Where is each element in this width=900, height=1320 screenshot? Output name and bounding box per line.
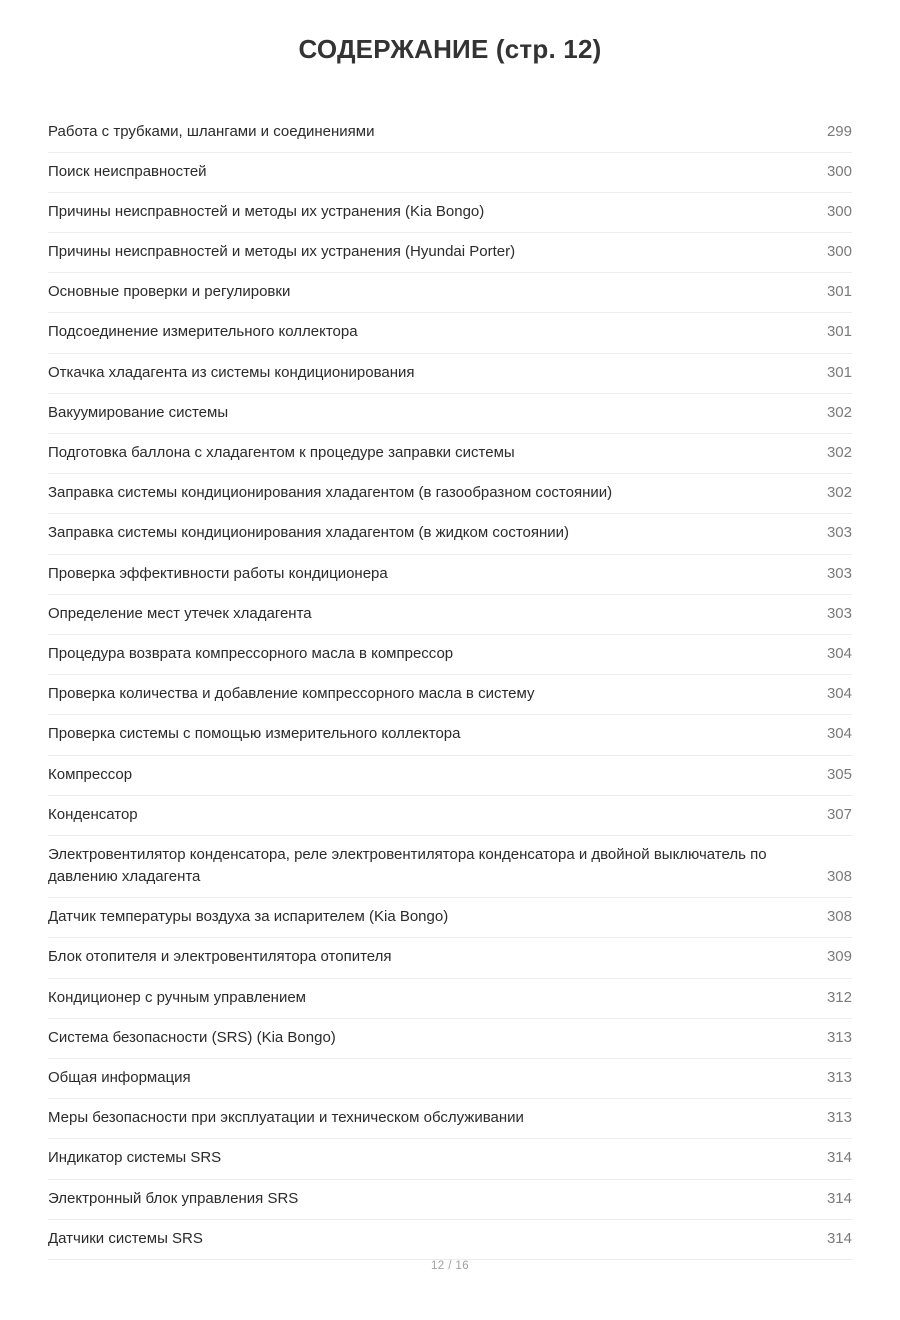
- toc-entry-title[interactable]: Общая информация: [48, 1069, 191, 1086]
- toc-entry-title[interactable]: Основные проверки и регулировки: [48, 283, 291, 301]
- toc-entry-title[interactable]: Система безопасности (SRS) (Kia Bongo): [48, 1028, 336, 1046]
- toc-row[interactable]: [48, 152, 852, 192]
- toc-entry-title[interactable]: Заправка системы кондиционирования хладагентом (в жидком состоянии): [48, 524, 570, 542]
- toc-row[interactable]: [48, 434, 852, 474]
- toc-entry-page-number: 313: [826, 1028, 852, 1046]
- toc-entry-page-number: 313: [826, 1109, 852, 1127]
- toc-entry-title[interactable]: Работа с трубками, шлангами и соединениями: [48, 122, 375, 140]
- toc-row[interactable]: [48, 898, 852, 938]
- toc-row[interactable]: [48, 514, 852, 554]
- toc-entry-title[interactable]: Откачка хладагента из системы кондиционирования: [48, 363, 415, 381]
- toc-row[interactable]: [48, 1018, 852, 1058]
- toc-row[interactable]: [48, 1099, 852, 1139]
- toc-row[interactable]: [48, 755, 852, 795]
- toc-row[interactable]: [48, 1059, 852, 1099]
- toc-entry-page-number: 313: [826, 1069, 852, 1086]
- toc-entry-page-number: 303: [826, 604, 852, 622]
- toc-entry-page-number: 304: [826, 685, 852, 703]
- page-footer: 12 / 16: [431, 1259, 469, 1272]
- toc-entry-page-number: 301: [826, 283, 852, 301]
- toc-entry-page-number: 304: [826, 644, 852, 662]
- toc-entry-title[interactable]: Проверка количества и добавление компрессорного масла в систему: [48, 685, 535, 703]
- toc-entry-title[interactable]: Электронный блок управления SRS: [48, 1189, 299, 1207]
- toc-entry-title[interactable]: Датчики системы SRS: [48, 1229, 203, 1247]
- toc-entry-title[interactable]: Блок отопителя и электровентилятора отопителя: [48, 948, 392, 966]
- toc-row[interactable]: [48, 835, 852, 897]
- toc-entry-page-number: 301: [826, 323, 852, 341]
- toc-entry-page-number: 312: [826, 988, 852, 1006]
- toc-entry-page-number: 308: [826, 868, 852, 886]
- toc-entry-page-number: 314: [826, 1229, 852, 1247]
- toc-entry-title[interactable]: Вакуумирование системы: [48, 403, 229, 421]
- toc-row[interactable]: [48, 273, 852, 313]
- toc-entry-page-number: 314: [826, 1149, 852, 1167]
- toc-entry-title[interactable]: Датчик температуры воздуха за испарителем (Kia Bongo): [48, 908, 449, 926]
- toc-entry-title[interactable]: Компрессор: [48, 765, 133, 783]
- toc-entry-title[interactable]: Индикатор системы SRS: [48, 1149, 222, 1167]
- toc-entry-page-number: 300: [826, 243, 852, 261]
- table-of-contents: [48, 113, 852, 1260]
- toc-entry-page-number: 309: [826, 948, 852, 966]
- toc-entry-title[interactable]: Проверка эффективности работы кондиционера: [48, 564, 388, 582]
- toc-row[interactable]: [48, 554, 852, 594]
- toc-entry-page-number: 305: [826, 765, 852, 783]
- toc-entry-page-number: 314: [826, 1189, 852, 1207]
- toc-row[interactable]: [48, 594, 852, 634]
- toc-entry-page-number: 308: [826, 908, 852, 926]
- toc-entry-page-number: 301: [826, 363, 852, 381]
- toc-entry-title[interactable]: Поиск неисправностей: [48, 162, 207, 180]
- toc-row[interactable]: [48, 978, 852, 1018]
- toc-row[interactable]: [48, 353, 852, 393]
- toc-entry-title[interactable]: Проверка системы с помощью измерительного коллектора: [48, 725, 461, 743]
- toc-entry-title[interactable]: Причины неисправностей и методы их устранения (Kia Bongo): [48, 202, 485, 220]
- toc-row[interactable]: [48, 938, 852, 978]
- toc-row[interactable]: [48, 1139, 852, 1179]
- toc-entry-title[interactable]: Подготовка баллона с хладагентом к процедуре заправки системы: [48, 444, 515, 461]
- toc-row[interactable]: [48, 233, 852, 273]
- toc-entry-page-number: 300: [826, 162, 852, 180]
- toc-entry-title[interactable]: Заправка системы кондиционирования хладагентом (в газообразном состоянии): [48, 484, 613, 502]
- toc-row[interactable]: [48, 1179, 852, 1219]
- toc-body: [48, 113, 852, 1260]
- toc-row[interactable]: [48, 192, 852, 232]
- toc-entry-page-number: 307: [826, 805, 852, 823]
- toc-entry-page-number: 303: [826, 524, 852, 542]
- toc-entry-title[interactable]: Процедура возврата компрессорного масла в компрессор: [48, 644, 454, 662]
- toc-entry-title[interactable]: Меры безопасности при эксплуатации и техническом обслуживании: [48, 1109, 524, 1127]
- page-title: СОДЕРЖАНИЕ (стр. 12): [298, 34, 602, 64]
- toc-entry-title[interactable]: Электровентилятор конденсатора, реле электровентилятора конденсатора и двойной выключатель по давлению хладагента: [48, 845, 767, 886]
- toc-entry-title[interactable]: Конденсатор: [48, 805, 138, 823]
- toc-row[interactable]: [48, 1219, 852, 1259]
- toc-entry-page-number: 302: [826, 444, 852, 461]
- toc-row[interactable]: [48, 795, 852, 835]
- toc-entry-page-number: 302: [826, 403, 852, 421]
- toc-entry-page-number: 303: [826, 564, 852, 582]
- toc-row[interactable]: [48, 474, 852, 514]
- toc-row[interactable]: [48, 393, 852, 433]
- toc-row[interactable]: [48, 113, 852, 153]
- toc-entry-title[interactable]: Определение мест утечек хладагента: [48, 604, 312, 622]
- toc-entry-page-number: 300: [826, 202, 852, 220]
- toc-row[interactable]: [48, 715, 852, 755]
- toc-row[interactable]: [48, 313, 852, 353]
- toc-entry-page-number: 304: [826, 725, 852, 743]
- toc-row[interactable]: [48, 634, 852, 674]
- toc-entry-page-number: 302: [826, 484, 852, 502]
- toc-entry-title[interactable]: Подсоединение измерительного коллектора: [48, 323, 358, 341]
- toc-entry-title[interactable]: Кондиционер с ручным управлением: [48, 988, 306, 1006]
- toc-entry-title[interactable]: Причины неисправностей и методы их устранения (Hyundai Porter): [48, 243, 516, 261]
- toc-entry-page-number: 299: [826, 122, 852, 140]
- toc-row[interactable]: [48, 675, 852, 715]
